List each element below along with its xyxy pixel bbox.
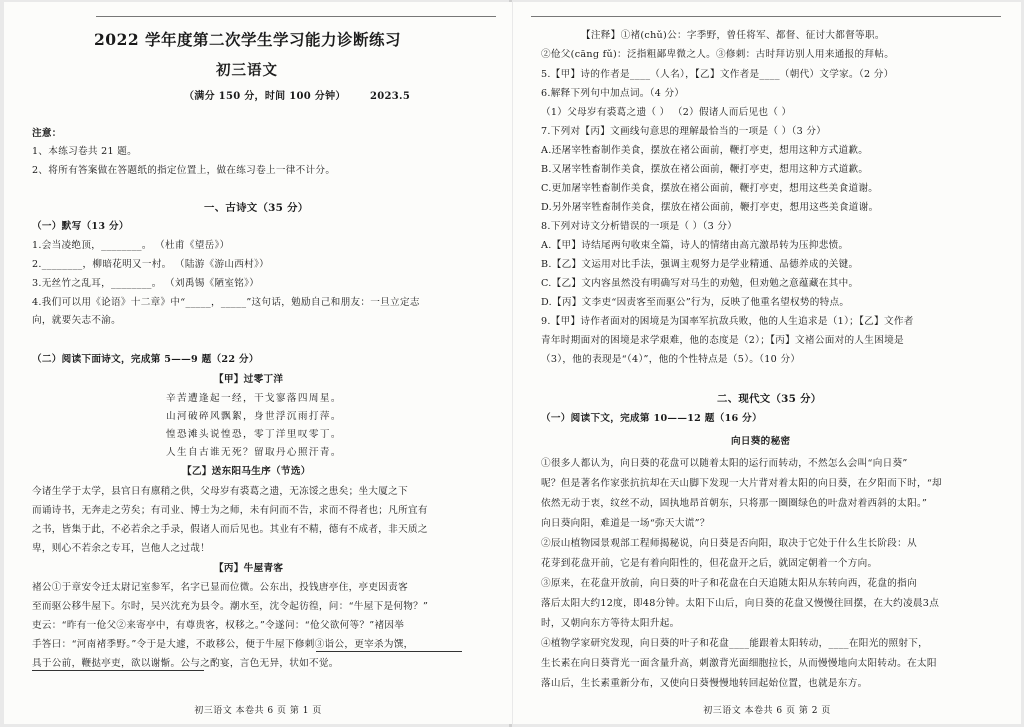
poem-line: 山河破碎风飘絮，身世浮沉雨打萍。 xyxy=(166,411,342,422)
underline-mark xyxy=(316,651,462,652)
article-line: 落后太阳大约12度，即48分钟。太阳下山后，向日葵的花盘又慢慢往回摆，在大约凌晨3点 xyxy=(541,598,940,609)
passage-yi-line: 今诸生学于太学，县官日有廪稍之供，父母岁有裘葛之遗，无冻馁之患矣；坐大厦之下 xyxy=(32,486,408,497)
section-2-heading: 二、现代文（35 分） xyxy=(717,393,822,405)
exam-page-2 xyxy=(513,2,1021,724)
passage-bing-title: 【丙】牛屋青客 xyxy=(214,563,284,574)
poem-line: 辛苦遭逢起一经，干戈寥落四周星。 xyxy=(166,393,342,404)
question-9-line-2: 青年时期面对的困境是求学艰难，他的态度是（2）；【丙】文褚公面对的人生困境是 xyxy=(541,335,904,346)
article-line: 依然无动于衷，纹丝不动，固执地昂首朝东，只将那一圈圈绿色的叶盘对着西斜的太阳。” xyxy=(541,498,928,509)
question-7: 7.下列对【丙】文画线句意思的理解最恰当的一项是（ ）（3 分） xyxy=(541,126,827,137)
page-footer: 初三语文 本卷共 6 页 第 1 页 xyxy=(194,706,322,716)
question-1: 1.会当凌绝顶，________。 （杜甫《望岳》） xyxy=(32,240,230,251)
notice-2: 2、将所有答案做在答题纸的指定位置上，做在练习卷上一律不计分。 xyxy=(32,165,336,176)
section-1-heading: 一、古诗文（35 分） xyxy=(204,202,309,214)
article-line: 向日葵向阳，难道是一场“弥天大谎”？ xyxy=(541,518,710,529)
question-2: 2.________，柳暗花明又一村。 （陆游《游山西村》） xyxy=(32,259,270,270)
question-8-option: D.【丙】文李吏“因责客至而驱公”行为，反映了他重名望权势的特点。 xyxy=(541,297,850,308)
article-line: ②辰山植物园景观部工程师揭秘说，向日葵是否向阳，取决于它处于什么生长阶段：从 xyxy=(541,538,917,549)
passage-yi-line: 而诵诗书，无奔走之劳矣；有司业、博士为之师，未有问而不告，求而不得者也；凡所宜有 xyxy=(32,505,428,516)
passage-bing-line: 手答曰：“河南褚季野。”令于是大遽，不敢移公，便于牛屋下修刺③诣公，更宰杀为馔， xyxy=(32,639,414,650)
passage-bing-line: 具于公前，鞭挞亭吏，欲以谢惭。公与之酌宴，言色无异，状如不觉。 xyxy=(32,658,339,669)
exam-page-1 xyxy=(4,2,512,724)
article-title: 向日葵的秘密 xyxy=(731,436,791,447)
notes-line-1: 【注释】①褚(chǔ)公：字季野，曾任将军、都督、征讨大都督等职。 xyxy=(581,30,885,41)
header-rule xyxy=(531,16,1001,17)
passage-yi-title: 【乙】送东阳马生序（节选） xyxy=(182,466,311,477)
question-4-line-1: 4.我们可以用《论语》十二章》中“_____，_____”这句话，勉励自己和朋友：一旦立定志 xyxy=(32,297,420,308)
page-footer: 初三语文 本卷共 6 页 第 2 页 xyxy=(703,706,831,716)
exam-title: 2022 学年度第二次学生学习能力诊断练习 xyxy=(94,30,402,49)
article-line: 生长素在向日葵背光一面含量升高，刺激背光面细胞拉长，从而慢慢地向太阳转动。在太阳 xyxy=(541,658,937,669)
poem-title: 【甲】过零丁洋 xyxy=(214,374,284,385)
passage-bing-line: 至而驱公移牛屋下。尔时，吴兴沈充为县令。潮水至，沈令起彷徨，问：“牛屋下是何物？” xyxy=(32,601,429,612)
article-line: ①很多人都认为，向日葵的花盘可以随着太阳的运行而转动，不然怎么会叫“向日葵” xyxy=(541,458,908,469)
question-6: 6.解释下列句中加点词。（4 分） xyxy=(541,88,685,99)
notice-1: 1、本练习卷共 21 题。 xyxy=(32,146,138,157)
article-line: 呢？但是著名作家张抗抗却在天山脚下发现一大片背对着太阳的向日葵，在夕阳而下时，“却 xyxy=(541,478,942,489)
question-8-option: B.【乙】文运用对比手法，强调主观努力是学业精通、品德养成的关键。 xyxy=(541,259,859,270)
question-9-line-1: 9.【甲】诗作者面对的困境是为国率军抗敌兵败，他的人生追求是（1）；【乙】文作者 xyxy=(541,316,914,327)
question-7-option: D.另外屠宰牲畜制作美食，摆放在褚公面前，鞭打亭吏，想用这些美食道谢。 xyxy=(541,202,879,213)
notes-line-2: ②伧父(cāng fǔ)：泛指粗鄙卑微之人。③修刺：古时拜访别人用来通报的拜帖。 xyxy=(541,49,895,60)
article-line: ④植物学家研究发现，向日葵的叶子和花盘____能跟着太阳转动，____在阳光的照射下， xyxy=(541,638,929,649)
question-4-line-2: 向，就要矢志不渝。 xyxy=(32,315,122,326)
notice-heading: 注意： xyxy=(32,128,62,139)
subject-title: 初三语文 xyxy=(216,62,278,79)
article-line: ③原来，在花盘开放前，向日葵的叶子和花盘在白天追随太阳从东转向西，花盘的指向 xyxy=(541,578,917,589)
passage-yi-line: 卑，则心不若余之专耳，岂他人之过哉！ xyxy=(32,543,211,554)
subsection-3-heading: （一）阅读下文，完成第 10——12 题（16 分） xyxy=(541,413,762,424)
score-time: （满分 150 分，时间 100 分钟） xyxy=(184,91,346,102)
exam-date: 2023.5 xyxy=(370,91,411,102)
poem-line: 惶恐滩头说惶恐，零丁洋里叹零丁。 xyxy=(166,429,342,440)
question-8-option: A.【甲】诗结尾两句收束全篇，诗人的情绪由高亢激昂转为压抑悲愤。 xyxy=(541,240,849,251)
article-line: 花芽到花盘开前，它是有着向阳性的，但花盘开之后，就固定朝着一个方向。 xyxy=(541,558,878,569)
header-rule xyxy=(96,16,496,17)
question-6-items: （1）父母岁有裘葛之遗（ ） （2）假诸人而后见也（ ） xyxy=(541,107,792,118)
passage-yi-line: 之书，皆集于此，不必若余之手录，假诸人而后见也。其业有不精，德有不成者，非天质之 xyxy=(32,524,428,535)
question-7-option: B.又屠宰牲畜制作美食，摆放在褚公面前，鞭打亭吏，想用这种方式道歉。 xyxy=(541,164,869,175)
question-3: 3.无丝竹之乱耳，________。 （刘禹锡《陋室铭》） xyxy=(32,278,260,289)
question-5: 5.【甲】诗的作者是____（人名），【乙】文作者是____（朝代）文学家。（2 分） xyxy=(541,69,894,80)
article-line: 落山后，生长素重新分布，又使向日葵慢慢地转回起始位置，也就是东方。 xyxy=(541,678,868,689)
question-9-line-3: （3），他的表现是“（4）”，他的个性特点是（5）。（10 分） xyxy=(541,354,801,365)
subsection-1-heading: （一）默写（13 分） xyxy=(32,221,129,232)
passage-bing-line: 褚公①于章安令迁太尉记室参军，名字已显而位微。公东出，投钱唐亭住，亭吏因责客 xyxy=(32,582,408,593)
question-8-option: C.【乙】文内容虽然没有明确写对马生的劝勉，但劝勉之意蕴藏在其中。 xyxy=(541,278,859,289)
question-7-option: A.还屠宰牲畜制作美食，摆放在褚公面前，鞭打亭吏，想用这种方式道歉。 xyxy=(541,145,869,156)
underline-mark xyxy=(32,670,204,671)
poem-line: 人生自古谁无死？留取丹心照汗青。 xyxy=(166,447,342,458)
question-8: 8.下列对诗文分析错误的一项是（ ）（3 分） xyxy=(541,221,738,232)
article-line: 时，又朝向东方等待太阳升起。 xyxy=(541,618,680,629)
question-7-option: C.更加屠宰牲畜制作美食，摆放在褚公面前，鞭打亭吏，想用这些美食道谢。 xyxy=(541,183,879,194)
passage-bing-line: 吏云：“昨有一伧父②来寄亭中，有尊贵客，权移之。”令遂问：“伧父欲何等？”褚因举 xyxy=(32,620,405,631)
subsection-2-heading: （二）阅读下面诗文，完成第 5——9 题（22 分） xyxy=(32,354,259,365)
